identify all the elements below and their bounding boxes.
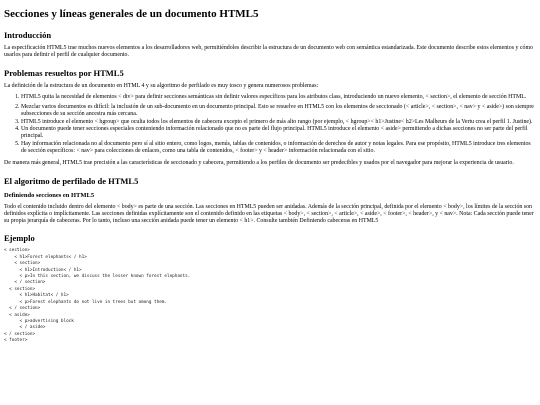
algorithm-paragraph: Todo el contenido incluido dentro del elemento < body> es parte de una sección. Las secciones en HTML5 pueden ser anidadas. Además de la sección principal, definida por el elemento < body>, los límites de la sección son definidos explícita o implícitamente. Las secciones definidas explícitamente son el contenido definido en las etiquetas < body>, < section>, < article>, < aside>, < footer>, < header>, y < nav>. Nota: Cada sección puede tener su propia jerarquía de cabeceras. Por lo tanto, incluso una sección anidada puede tener un elemento < h1>. Consulte también Definiendo cabeceras en HTML5 xyxy=(4,203,534,225)
problems-list-item: 3. HTML5 introduce el elemento < hgroup> que oculta todos los elementos de cabecera excepto el primero de más alto rango (por ejemplo, < hgroup>< h1>Justine< h2>Les Malheurs de la Vertu crea el perfil 1. Justine). xyxy=(21,119,536,126)
intro-heading: Introducción xyxy=(4,30,52,40)
problems-list-item: 5. Hay información relacionada no al documento pero sí al sitio entero, como logos, menús, tablas de contenidos, o información de derechos de autor y notas legales. Para ese propósito, HTML5 introduce tres elementos de sección específicos: < nav> para colecciones de enlaces, como una tabla de contenidos, < footer> y < header> información relacionada con el sitio. xyxy=(21,141,536,156)
problems-intro-paragraph: La definición de la estructura de un documento en HTML 4 y su algoritmo de perfilado es muy tosco y genera numerosos problemas: xyxy=(4,82,319,89)
algorithm-heading: El algoritmo de perfilado de HTML5 xyxy=(4,175,139,186)
intro-paragraph: La especificación HTML5 trae muchos nuevos elementos a los desarrolladores web, permitiéndoles describir la estructura de un documento web con semántica estandarizada. Este documento describe estos elementos y cómo usarlos para definir el perfil de cualquier documento. xyxy=(4,45,533,59)
page-title: Secciones y líneas generales de un documento HTML5 xyxy=(4,8,259,20)
problems-heading: Problemas resueltos por HTML5 xyxy=(4,67,124,78)
example-heading: Ejemplo xyxy=(4,233,35,244)
problems-list-item: 4. Un documento puede tener secciones especiales conteniendo información relacionado que no es parte del flujo principal. HTML5 introduce el elemento < aside> permitiendo a dichas secciones no ser parte del perfil principal. xyxy=(21,126,536,141)
problems-list-item: 2. Mezclar varios documentos es difícil: la inclusión de un sub-documento en un documento principal. Esto se resuelve en HTML5 con los elementos de seccionado (< article>, < section>, < nav> y < aside>) son siempre subsecciones de su sección ancestra más cercana. xyxy=(21,104,536,119)
problems-list-item: 1. HTML5 quita la necesidad de elementos < div> para definir secciones semánticas sin definir valores específicos para los atributos class, introduciendo un nuevo elemento, < section>, el elemento de sección HTML. xyxy=(21,94,536,101)
problems-list xyxy=(4,94,536,155)
algorithm-subheading: Definiendo secciones en HTML5 xyxy=(4,191,95,199)
problems-closing-paragraph: De manera más general, HTML5 trae precisión a las características de seccionado y cabecera, permitiendo a los perfiles de documento ser predecibles y usados por el navegador para mejorar la experiencia de usuario. xyxy=(4,160,514,167)
example-code-block: < section> < h1>Forest elephants< / h1> < section> < h1>Introduction< / h1> < p>In this section, we discuss the lesser known forest elephants. < / section> < section> < h1>Habitat< / h1> < p>Forest elephants do not live in trees but among them. < / section> < aside> < p>advertising block < / aside> < / section> < footer> xyxy=(4,248,191,344)
